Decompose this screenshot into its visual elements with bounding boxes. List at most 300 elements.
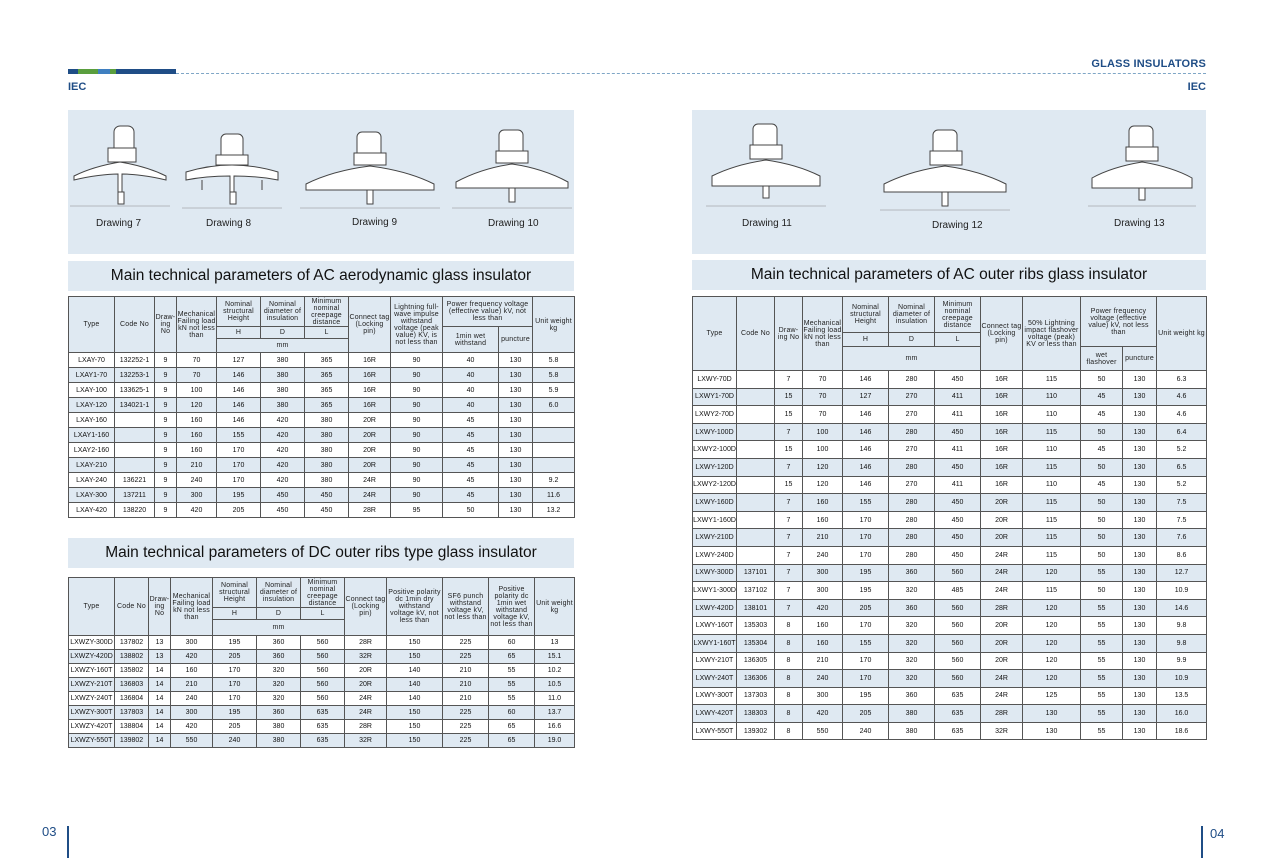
table-cell: 210 [443, 678, 489, 692]
table-cell: 120 [1023, 564, 1081, 582]
th-connect: Connect tag (Locking pin) [981, 297, 1023, 371]
table-cell: 11.6 [533, 488, 575, 503]
th-mm: mm [213, 620, 345, 636]
table-cell: 120 [803, 458, 843, 476]
table-cell: 60 [489, 706, 535, 720]
table-cell: 13 [149, 636, 171, 650]
table-cell: 110 [1023, 441, 1081, 459]
table-cell: 130 [1123, 458, 1157, 476]
th-d: D [261, 327, 305, 339]
table-cell: 14 [149, 734, 171, 748]
table-cell: LXWZY-420T [69, 720, 115, 734]
table-row [693, 476, 1207, 494]
table-cell: 110 [1023, 388, 1081, 406]
th-diam: Nominal diameter of insulation [261, 297, 305, 327]
table-cell: 146 [843, 423, 889, 441]
table-cell: 45 [1081, 388, 1123, 406]
table-cell: 55 [489, 678, 535, 692]
table-cell [533, 443, 575, 458]
insulator-drawing-13 [1088, 122, 1196, 210]
table-cell: 8 [775, 652, 803, 670]
table-cell: 137102 [737, 582, 775, 600]
table-cell: 16R [981, 371, 1023, 389]
table-cell: 45 [443, 413, 499, 428]
header-stripe-green [78, 69, 98, 74]
table-cell: 16R [349, 383, 391, 398]
table-cell: 280 [889, 458, 935, 476]
th-creep: Minimum nominal creepage distance [305, 297, 349, 327]
table-cell: 20R [345, 664, 387, 678]
table-cell: 420 [171, 650, 213, 664]
table-cell: 300 [803, 582, 843, 600]
table-cell: 130 [1123, 599, 1157, 617]
table-cell: 120 [803, 476, 843, 494]
table-cell: 380 [257, 720, 301, 734]
drawing-label-13: Drawing 13 [1114, 218, 1165, 229]
table-ac-outer-ribs [692, 296, 1207, 740]
table-cell: 115 [1023, 423, 1081, 441]
table-cell: 50 [1081, 458, 1123, 476]
table-row [69, 706, 575, 720]
table-cell: 45 [443, 428, 499, 443]
table-cell: 210 [803, 529, 843, 547]
table-cell: 450 [935, 511, 981, 529]
table-row [69, 383, 575, 398]
table-cell: 13.2 [533, 503, 575, 518]
th-power: Power frequency voltage (effective value) kV, not less than [1081, 297, 1157, 347]
table-cell: 16R [981, 423, 1023, 441]
table-cell: 225 [443, 650, 489, 664]
table-cell: 130 [1123, 441, 1157, 459]
table-row [693, 511, 1207, 529]
table-cell: 146 [843, 406, 889, 424]
table-cell: 130 [499, 368, 533, 383]
table2-title: Main technical parameters of DC outer ribs type glass insulator [68, 538, 574, 568]
table-cell: 9.8 [1157, 634, 1207, 652]
table2-body [69, 636, 575, 748]
table-cell: 70 [177, 368, 217, 383]
table-row [693, 441, 1207, 459]
table-cell: 560 [301, 636, 345, 650]
table-cell: 450 [305, 488, 349, 503]
table-row [69, 428, 575, 443]
table-cell [737, 458, 775, 476]
table-cell [737, 546, 775, 564]
table-cell: 45 [1081, 441, 1123, 459]
table-cell: LXAY-120 [69, 398, 115, 413]
table-cell: 90 [391, 428, 443, 443]
table-cell: 150 [387, 720, 443, 734]
page-number-left: 03 [42, 824, 57, 839]
table-cell: 8 [775, 617, 803, 635]
table-cell: 320 [889, 652, 935, 670]
table-cell: 360 [889, 564, 935, 582]
table-cell: LXWY2-100D [693, 441, 737, 459]
table-cell: 240 [213, 734, 257, 748]
table1-title: Main technical parameters of AC aerodynamic glass insulator [68, 261, 574, 291]
table3-body [693, 371, 1207, 740]
table-cell: 5.8 [533, 368, 575, 383]
table-cell: 130 [499, 458, 533, 473]
table-cell: 7 [775, 458, 803, 476]
table-cell: 130 [499, 353, 533, 368]
th-diam: Nominal diameter of insulation [889, 297, 935, 333]
table-cell: LXWY-120D [693, 458, 737, 476]
table-cell: 150 [387, 650, 443, 664]
table-cell: 45 [443, 443, 499, 458]
th-h: H [213, 608, 257, 620]
table-row [69, 413, 575, 428]
table-row [693, 406, 1207, 424]
table-row [69, 636, 575, 650]
table-cell: 16R [981, 441, 1023, 459]
page-bar-right [1201, 826, 1203, 858]
table-cell: LXWY1-160D [693, 511, 737, 529]
table-cell: 160 [177, 413, 217, 428]
table-cell: 100 [177, 383, 217, 398]
table-cell: 7 [775, 564, 803, 582]
table-cell: LXWY1-160T [693, 634, 737, 652]
table-cell: 155 [843, 494, 889, 512]
table-cell: 28R [345, 636, 387, 650]
table-cell: 90 [391, 473, 443, 488]
table-cell: 150 [387, 706, 443, 720]
table-cell: 45 [1081, 476, 1123, 494]
table-cell: LXWY-300D [693, 564, 737, 582]
table-cell: 9 [155, 368, 177, 383]
table-cell: 20R [349, 443, 391, 458]
table-cell: 280 [889, 511, 935, 529]
table-cell: 135303 [737, 617, 775, 635]
table-cell: 120 [1023, 599, 1081, 617]
table-cell: 20R [981, 652, 1023, 670]
table-cell: 16R [981, 458, 1023, 476]
table-cell [115, 458, 155, 473]
table-cell: 10.9 [1157, 582, 1207, 600]
table-cell: 146 [217, 398, 261, 413]
table-cell: 6.4 [1157, 423, 1207, 441]
th-code: Code No [737, 297, 775, 371]
table-cell: 20R [349, 413, 391, 428]
table-cell: LXWZY-240T [69, 692, 115, 706]
table-cell: 115 [1023, 494, 1081, 512]
table-cell: 5.2 [1157, 441, 1207, 459]
table-cell: 115 [1023, 371, 1081, 389]
table-cell: 225 [443, 720, 489, 734]
table-cell: LXAY-70 [69, 353, 115, 368]
table-cell: 146 [217, 368, 261, 383]
table-cell: 10.9 [1157, 670, 1207, 688]
table-cell: 6.5 [1157, 458, 1207, 476]
iec-tag-right: IEC [1187, 81, 1206, 93]
table-cell: 90 [391, 353, 443, 368]
table-cell: 137803 [115, 706, 149, 720]
table-cell: 115 [1023, 529, 1081, 547]
table-row [69, 720, 575, 734]
table-cell: 150 [387, 734, 443, 748]
table-cell: 320 [257, 692, 301, 706]
table-cell: 170 [213, 692, 257, 706]
table-cell: 146 [843, 458, 889, 476]
table-cell: 450 [935, 529, 981, 547]
table-cell: 13.5 [1157, 687, 1207, 705]
table-cell: 7 [775, 423, 803, 441]
table-cell: 24R [349, 488, 391, 503]
table-cell: 420 [261, 473, 305, 488]
table-cell: 16R [349, 353, 391, 368]
table-row [693, 529, 1207, 547]
table-cell: 146 [217, 413, 261, 428]
table-cell: 70 [177, 353, 217, 368]
table-cell: 210 [443, 664, 489, 678]
table-cell: 130 [1123, 388, 1157, 406]
th-mm: mm [217, 339, 349, 353]
table-cell: 205 [213, 650, 257, 664]
th-connect: Connect tag (Locking pin) [345, 578, 387, 636]
table-cell: 7.5 [1157, 511, 1207, 529]
table-cell: 130 [1123, 687, 1157, 705]
table-cell: 138802 [115, 650, 149, 664]
table-cell: 100 [803, 423, 843, 441]
table-cell: 24R [981, 564, 1023, 582]
table-cell: 140 [387, 678, 443, 692]
table-cell: 380 [305, 413, 349, 428]
insulator-drawing-9 [300, 128, 440, 212]
table-cell: LXAY-210 [69, 458, 115, 473]
table-cell: 50 [1081, 511, 1123, 529]
table-cell: 380 [305, 458, 349, 473]
table-cell: 50 [443, 503, 499, 518]
table-cell: 20R [981, 634, 1023, 652]
table-row [693, 582, 1207, 600]
page-bar-left [67, 826, 69, 858]
table-cell: LXWY-160D [693, 494, 737, 512]
table-cell: 210 [803, 652, 843, 670]
table-cell: 7 [775, 511, 803, 529]
table-cell: 195 [843, 564, 889, 582]
table-row [693, 546, 1207, 564]
table-cell: 115 [1023, 458, 1081, 476]
table-cell: 115 [1023, 546, 1081, 564]
table-cell: 10.2 [535, 664, 575, 678]
table-row [69, 664, 575, 678]
table-cell: 32R [345, 650, 387, 664]
table-cell: 450 [261, 503, 305, 518]
table-cell: 138804 [115, 720, 149, 734]
table-cell: 136306 [737, 670, 775, 688]
table-cell: 130 [1123, 511, 1157, 529]
table-cell: 300 [803, 687, 843, 705]
table-cell: 146 [843, 476, 889, 494]
table-cell: 40 [443, 383, 499, 398]
table-cell: 28R [981, 705, 1023, 723]
table-cell: 560 [935, 564, 981, 582]
table-row [693, 564, 1207, 582]
table-row [69, 368, 575, 383]
table-cell: 90 [391, 488, 443, 503]
table-cell [737, 388, 775, 406]
table-cell: 130 [1123, 423, 1157, 441]
table-cell: 138220 [115, 503, 155, 518]
table-cell: 139302 [737, 722, 775, 740]
table-cell: 130 [1123, 582, 1157, 600]
table-cell: 7 [775, 582, 803, 600]
th-puncture: puncture [1123, 347, 1157, 371]
table-cell: 55 [1081, 617, 1123, 635]
table-cell: 16R [349, 398, 391, 413]
table-cell: 560 [301, 678, 345, 692]
table-cell: 15 [775, 388, 803, 406]
table-cell: 7 [775, 546, 803, 564]
table-cell [737, 511, 775, 529]
table-cell: 137802 [115, 636, 149, 650]
table-cell: LXWY-160T [693, 617, 737, 635]
table-cell: 210 [171, 678, 213, 692]
th-weight: Unit weight kg [1157, 297, 1207, 371]
table-cell: 9 [155, 458, 177, 473]
table-cell [115, 443, 155, 458]
table-cell: LXWY-100D [693, 423, 737, 441]
table-cell: 134021-1 [115, 398, 155, 413]
table-cell: 360 [889, 599, 935, 617]
table-cell: 170 [843, 652, 889, 670]
table-cell: 130 [1023, 705, 1081, 723]
th-d: D [889, 333, 935, 347]
table-cell: 50 [1081, 529, 1123, 547]
table-cell: 450 [935, 546, 981, 564]
th-creep: Minimum nominal creepage distance [301, 578, 345, 608]
insulator-drawing-11 [706, 120, 826, 210]
table-cell: 411 [935, 476, 981, 494]
table-cell: 115 [1023, 582, 1081, 600]
table-cell: 55 [1081, 670, 1123, 688]
table-cell: 15 [775, 406, 803, 424]
table-cell: 130 [1123, 494, 1157, 512]
table-cell: 205 [213, 720, 257, 734]
header-stripe-dark [116, 69, 176, 74]
table-cell: 9.9 [1157, 652, 1207, 670]
table-cell: 160 [803, 617, 843, 635]
table-cell: 16.6 [535, 720, 575, 734]
table-cell: 55 [1081, 564, 1123, 582]
table-cell: 365 [305, 398, 349, 413]
th-l: L [935, 333, 981, 347]
table-cell: 365 [305, 368, 349, 383]
table-cell: 16R [981, 388, 1023, 406]
table-cell: 280 [889, 529, 935, 547]
table-cell: 19.0 [535, 734, 575, 748]
table-cell: 9 [155, 473, 177, 488]
brand-title: GLASS INSULATORS [1091, 58, 1206, 70]
table-cell: 240 [171, 692, 213, 706]
table-cell: 170 [843, 529, 889, 547]
table-cell: 8 [775, 670, 803, 688]
table-cell: 130 [1123, 546, 1157, 564]
table-cell: 7.6 [1157, 529, 1207, 547]
table-cell: 55 [1081, 687, 1123, 705]
table-row [693, 371, 1207, 389]
table-cell: LXAY2-160 [69, 443, 115, 458]
th-weight: Unit weight kg [533, 297, 575, 353]
table-cell: 155 [843, 634, 889, 652]
table-cell: LXAY-100 [69, 383, 115, 398]
table-cell: 9.2 [533, 473, 575, 488]
table-cell: 130 [1123, 652, 1157, 670]
table-cell [533, 413, 575, 428]
table-cell: 16R [981, 406, 1023, 424]
table-cell: 365 [305, 383, 349, 398]
table-cell: 60 [489, 636, 535, 650]
th-mm: mm [843, 347, 981, 371]
table-cell: LXWZY-420D [69, 650, 115, 664]
table-cell: 4.6 [1157, 388, 1207, 406]
table-cell: 90 [391, 383, 443, 398]
table-cell [115, 428, 155, 443]
table-cell: LXWY2-120D [693, 476, 737, 494]
table-cell: LXWY-70D [693, 371, 737, 389]
table-cell: 55 [489, 692, 535, 706]
th-weight: Unit weight kg [535, 578, 575, 636]
table-cell: 32R [345, 734, 387, 748]
table-cell: 50 [1081, 371, 1123, 389]
table-cell: 20R [981, 494, 1023, 512]
table-cell: LXWY-240T [693, 670, 737, 688]
table-cell: 24R [981, 687, 1023, 705]
table-cell: 240 [803, 670, 843, 688]
table-cell: 225 [443, 734, 489, 748]
table-cell: 550 [171, 734, 213, 748]
table-cell: 133625-1 [115, 383, 155, 398]
table-cell: 28R [349, 503, 391, 518]
table-cell: 635 [935, 687, 981, 705]
th-sf6: SF6 punch withstand voltage kV, not less than [443, 578, 489, 636]
table-cell: 20R [981, 617, 1023, 635]
table-cell: 450 [935, 494, 981, 512]
table-cell: 560 [935, 670, 981, 688]
table-cell: 70 [803, 388, 843, 406]
table-row [69, 488, 575, 503]
table-cell: 5.9 [533, 383, 575, 398]
table-cell: 132253-1 [115, 368, 155, 383]
table-row [69, 443, 575, 458]
table-cell: 240 [803, 546, 843, 564]
table-cell: 170 [843, 670, 889, 688]
table-cell: 132252-1 [115, 353, 155, 368]
table-cell: LXWY-210T [693, 652, 737, 670]
table-cell: 10.5 [535, 678, 575, 692]
table-cell: 18.6 [1157, 722, 1207, 740]
table-cell: 55 [489, 664, 535, 678]
table-cell: 95 [391, 503, 443, 518]
table-cell: 280 [889, 423, 935, 441]
table-cell: 70 [803, 371, 843, 389]
table-cell: 560 [935, 599, 981, 617]
table-cell: 110 [1023, 406, 1081, 424]
table-cell: 120 [1023, 617, 1081, 635]
table-cell [737, 441, 775, 459]
table-cell: 135304 [737, 634, 775, 652]
table-cell: 14 [149, 664, 171, 678]
table-row [693, 670, 1207, 688]
table-cell: 90 [391, 398, 443, 413]
table-cell [533, 458, 575, 473]
table-cell: 380 [305, 473, 349, 488]
table-cell: 170 [217, 458, 261, 473]
table-cell: 28R [345, 720, 387, 734]
table-cell: 280 [889, 371, 935, 389]
table-cell: 15 [775, 476, 803, 494]
table-row [693, 388, 1207, 406]
